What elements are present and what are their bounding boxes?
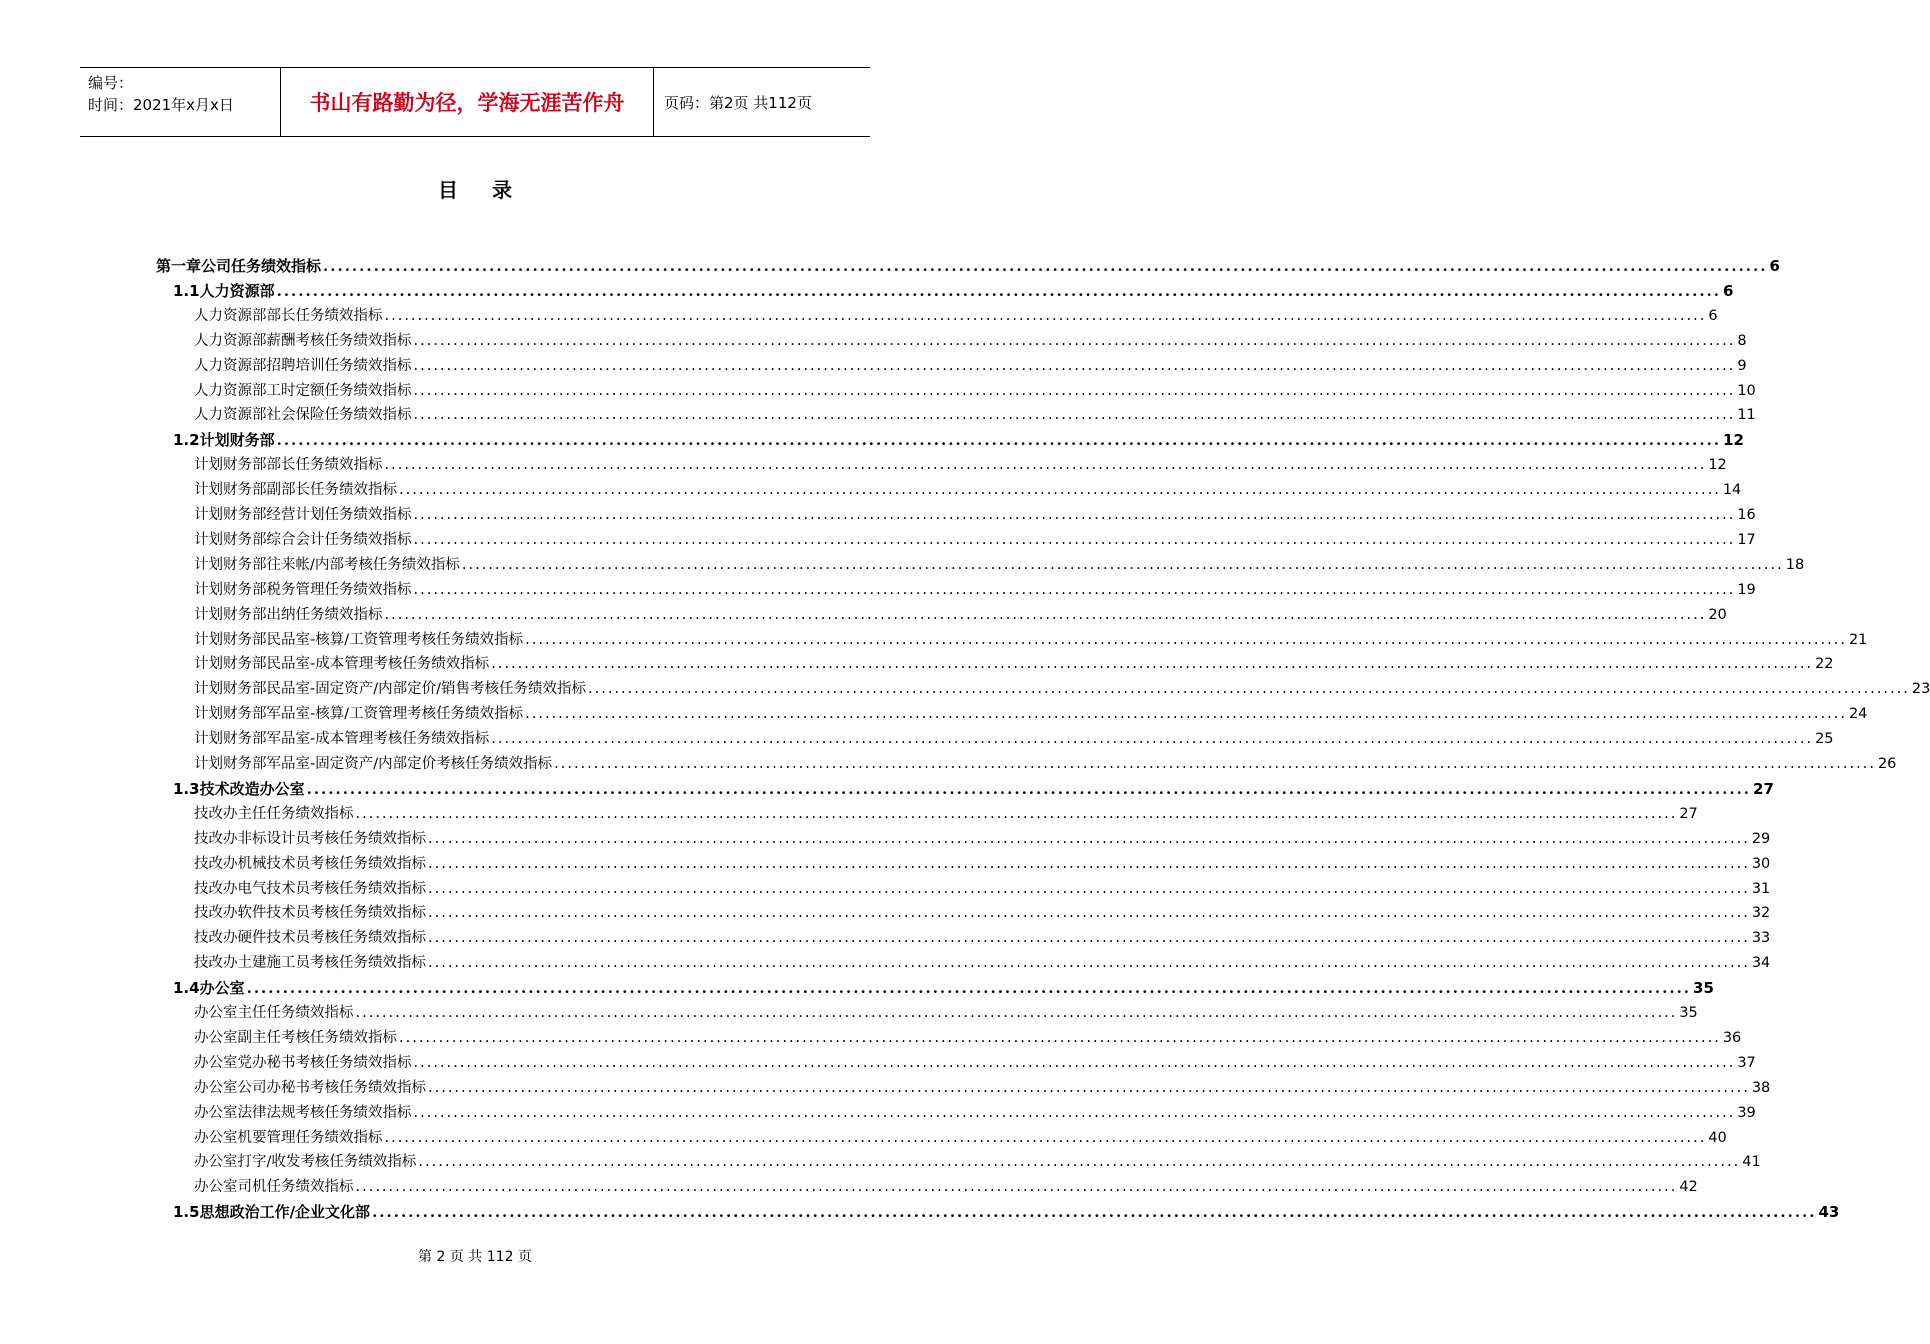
- toc-entry-page: 16: [1737, 507, 1756, 523]
- toc-entry-page: 27: [1753, 780, 1774, 798]
- toc-entry-label: 办公室副主任考核任务绩效指标: [194, 1030, 397, 1046]
- toc-entry-page: 36: [1722, 1030, 1742, 1046]
- toc-leader-dots: ........................................................................................................................................................................................................: [355, 1005, 1678, 1021]
- toc-leader-dots: ........................................................................................................................................................................................................: [399, 482, 1721, 498]
- toc-entry-label: 技改办硬件技术员考核任务绩效指标: [194, 930, 426, 946]
- toc-entry-page: 20: [1708, 607, 1727, 623]
- time-label: 时间：2021年x月x日: [88, 96, 234, 114]
- toc-leader-dots: ........................................................................................................................................................................................................: [413, 507, 1736, 523]
- toc-leader-dots: ........................................................................................................................................................................................................: [461, 557, 1784, 573]
- toc-entry-label: 技改办非标设计员考核任务绩效指标: [194, 831, 426, 847]
- toc-leader-dots: ........................................................................................................................................................................................................: [413, 1055, 1736, 1071]
- toc-entry-page: 21: [1848, 632, 1868, 648]
- toc-entry-label: 技改办机械技术员考核任务绩效指标: [194, 856, 426, 872]
- toc-entry-label: 计划财务部部长任务绩效指标: [194, 457, 383, 473]
- toc-entry-page: 41: [1742, 1154, 1761, 1170]
- toc-entry[interactable]: [194, 1150, 1761, 1174]
- toc-entry-label: 办公室机要管理任务绩效指标: [194, 1130, 383, 1146]
- toc-entry-page: 22: [1815, 656, 1834, 672]
- toc-entry-label: 计划财务部民品室-成本管理考核任务绩效指标: [194, 656, 490, 672]
- toc-entry-label: 计划财务部副部长任务绩效指标: [194, 482, 397, 498]
- toc-entry-page: 25: [1815, 731, 1834, 747]
- toc-entry-label: 计划财务部综合会计任务绩效指标: [194, 532, 412, 548]
- toc-entry-label: 计划财务部: [199, 431, 275, 449]
- toc-entry-page: 26: [1877, 756, 1897, 772]
- toc-entry-page: 6: [1723, 282, 1734, 300]
- toc-entry-label: 办公室党办秘书考核任务绩效指标: [194, 1055, 412, 1071]
- toc-entry-label: 办公室公司办秘书考核任务绩效指标: [194, 1080, 426, 1096]
- toc-entry[interactable]: [194, 354, 1747, 378]
- toc-entry-page: 37: [1737, 1055, 1756, 1071]
- toc-entry-number: 1.3: [173, 780, 200, 798]
- toc-entry[interactable]: [194, 702, 1868, 726]
- toc-entry[interactable]: [194, 901, 1771, 925]
- toc-leader-dots: ........................................................................................................................................................................................................: [413, 333, 1736, 349]
- toc-entry-number: 1.4: [173, 979, 200, 997]
- toc-entry[interactable]: [194, 926, 1771, 950]
- toc-leader-dots: ........................................................................................................................................................................................................: [384, 308, 1707, 324]
- toc-entry-page: 8: [1737, 333, 1747, 349]
- toc-entry-page: 10: [1737, 383, 1756, 399]
- toc-entry-page: 42: [1679, 1179, 1698, 1195]
- toc-entry-label: 办公室司机任务绩效指标: [194, 1179, 354, 1195]
- toc-entry-label: 计划财务部军品室-成本管理考核任务绩效指标: [194, 731, 490, 747]
- toc-entry-page: 30: [1751, 856, 1771, 872]
- toc-entry-label: 办公室主任任务绩效指标: [194, 1005, 354, 1021]
- toc-entry-page: 39: [1737, 1105, 1756, 1121]
- toc-entry[interactable]: [194, 1076, 1771, 1100]
- toc-entry-label: 技改办软件技术员考核任务绩效指标: [194, 905, 426, 921]
- toc-entry[interactable]: [194, 528, 1756, 552]
- toc-leader-dots: ........................................................................................................................................................................................................: [399, 1030, 1721, 1046]
- toc-leader-dots: ........................................................................................................................................................................................................: [428, 856, 1750, 872]
- toc-entry[interactable]: [194, 304, 1718, 328]
- toc-entry-page: 38: [1751, 1080, 1771, 1096]
- toc-entry-page: 6: [1708, 308, 1718, 324]
- toc-leader-dots: ........................................................................................................................................................................................................: [384, 1130, 1707, 1146]
- toc-leader-dots: ........................................................................................................................................................................................................: [413, 358, 1736, 374]
- toc-entry-label: 人力资源部部长任务绩效指标: [194, 308, 383, 324]
- toc-entry-label: 计划财务部民品室-核算/工资管理考核任务绩效指标: [194, 632, 524, 648]
- toc-leader-dots: ........................................................................................................................................................................................................: [306, 780, 1752, 798]
- toc-entry-label: 计划财务部经营计划任务绩效指标: [194, 507, 412, 523]
- number-label: 编号：: [88, 74, 134, 92]
- toc-entry[interactable]: [173, 777, 1774, 801]
- toc-leader-dots: ........................................................................................................................................................................................................: [588, 681, 1910, 697]
- toc-leader-dots: ........................................................................................................................................................................................................: [384, 607, 1707, 623]
- toc-entry[interactable]: [194, 852, 1771, 876]
- toc-entry[interactable]: [194, 1126, 1727, 1150]
- toc-entry[interactable]: [194, 1175, 1698, 1199]
- toc-entry-label: 人力资源部招聘培训任务绩效指标: [194, 358, 412, 374]
- toc-entry-number: 第一章: [156, 257, 202, 275]
- toc-leader-dots: ........................................................................................................................................................................................................: [246, 979, 1692, 997]
- toc-entry-label: 技改办电气技术员考核任务绩效指标: [194, 881, 426, 897]
- toc-entry-label: 办公室: [199, 979, 245, 997]
- toc-entry[interactable]: [194, 578, 1756, 602]
- toc-entry-page: 17: [1737, 532, 1756, 548]
- toc-entry-page: 11: [1737, 407, 1756, 423]
- toc-entry-label: 技改办土建施工员考核任务绩效指标: [194, 955, 426, 971]
- toc-leader-dots: ........................................................................................................................................................................................................: [355, 806, 1678, 822]
- toc-entry-page: 32: [1751, 905, 1771, 921]
- toc-entry[interactable]: [194, 453, 1727, 477]
- toc-leader-dots: ........................................................................................................................................................................................................: [491, 731, 1814, 747]
- toc-entry[interactable]: [173, 1200, 1840, 1224]
- toc-entry-page: 14: [1722, 482, 1742, 498]
- toc-entry[interactable]: [173, 428, 1744, 452]
- toc-entry-label: 计划财务部出纳任务绩效指标: [194, 607, 383, 623]
- toc-leader-dots: ........................................................................................................................................................................................................: [428, 881, 1750, 897]
- toc-entry[interactable]: [194, 951, 1771, 975]
- toc-leader-dots: ........................................................................................................................................................................................................: [413, 1105, 1736, 1121]
- toc-entry-label: 计划财务部民品室-固定资产/内部定价/销售考核任务绩效指标: [194, 681, 587, 697]
- toc-entry-label: 办公室法律法规考核任务绩效指标: [194, 1105, 412, 1121]
- toc-entry-label: 人力资源部社会保险任务绩效指标: [194, 407, 412, 423]
- toc-entry-page: 40: [1708, 1130, 1727, 1146]
- toc-entry[interactable]: [194, 628, 1868, 652]
- toc-entry-label: 计划财务部税务管理任务绩效指标: [194, 582, 412, 598]
- page-header: [80, 67, 870, 137]
- toc-leader-dots: ........................................................................................................................................................................................................: [428, 1080, 1750, 1096]
- toc-entry-label: 人力资源部工时定额任务绩效指标: [194, 383, 412, 399]
- toc-leader-dots: ........................................................................................................................................................................................................: [525, 706, 1847, 722]
- toc-entry-label: 技改办主任任务绩效指标: [194, 806, 354, 822]
- toc-entry[interactable]: [194, 752, 1897, 776]
- toc-entry-label: 计划财务部军品室-核算/工资管理考核任务绩效指标: [194, 706, 524, 722]
- toc-entry-page: 31: [1751, 881, 1771, 897]
- toc-entry[interactable]: [173, 976, 1714, 1000]
- toc-entry[interactable]: [194, 603, 1727, 627]
- toc-entry-page: 24: [1848, 706, 1868, 722]
- header-meta: [80, 68, 281, 136]
- toc-entry-label: 思想政治工作/企业文化部: [199, 1203, 371, 1221]
- toc-entry-number: 1.5: [173, 1203, 200, 1221]
- toc-entry-label: 办公室打字/收发考核任务绩效指标: [194, 1154, 417, 1170]
- toc-leader-dots: ........................................................................................................................................................................................................: [276, 282, 1722, 300]
- toc-leader-dots: ........................................................................................................................................................................................................: [418, 1154, 1741, 1170]
- toc-leader-dots: ........................................................................................................................................................................................................: [384, 457, 1707, 473]
- toc-entry-page: 35: [1679, 1005, 1698, 1021]
- toc-entry-page: 12: [1708, 457, 1727, 473]
- toc-leader-dots: ........................................................................................................................................................................................................: [428, 905, 1750, 921]
- toc-leader-dots: ........................................................................................................................................................................................................: [372, 1203, 1817, 1221]
- toc-entry-label: 人力资源部: [199, 282, 275, 300]
- toc-entry-page: 12: [1723, 431, 1744, 449]
- toc-entry-page: 19: [1737, 582, 1756, 598]
- toc-entry[interactable]: [194, 1101, 1756, 1125]
- toc-leader-dots: ........................................................................................................................................................................................................: [413, 383, 1736, 399]
- toc-leader-dots: ........................................................................................................................................................................................................: [276, 431, 1722, 449]
- header-page-info: 页码：第2页 共112页: [664, 93, 812, 112]
- toc-entry-page: 27: [1679, 806, 1698, 822]
- toc-entry[interactable]: [194, 677, 1930, 701]
- toc-leader-dots: ........................................................................................................................................................................................................: [413, 582, 1736, 598]
- toc-entry[interactable]: [194, 1001, 1698, 1025]
- toc-entry[interactable]: [194, 553, 1805, 577]
- toc-entry[interactable]: [194, 329, 1747, 353]
- toc-entry[interactable]: [194, 1026, 1742, 1050]
- toc-entry-page: 43: [1818, 1203, 1840, 1221]
- toc-leader-dots: ........................................................................................................................................................................................................: [554, 756, 1876, 772]
- toc-leader-dots: ........................................................................................................................................................................................................: [413, 407, 1736, 423]
- toc-entry[interactable]: [194, 478, 1742, 502]
- toc-entry[interactable]: [194, 727, 1834, 751]
- header-motto: 书山有路勤为径，学海无涯苦作舟: [281, 68, 654, 136]
- page-title: 目录: [438, 178, 546, 202]
- toc-entry-page: 35: [1693, 979, 1714, 997]
- toc-leader-dots: ........................................................................................................................................................................................................: [355, 1179, 1678, 1195]
- toc-entry[interactable]: [156, 254, 1780, 278]
- toc-leader-dots: ........................................................................................................................................................................................................: [491, 656, 1814, 672]
- toc-entry-page: 9: [1737, 358, 1747, 374]
- toc-entry-page: 23: [1911, 681, 1930, 697]
- toc-entry-label: 技术改造办公室: [199, 780, 305, 798]
- toc-leader-dots: ........................................................................................................................................................................................................: [323, 257, 1768, 275]
- toc-entry-page: 6: [1769, 257, 1780, 275]
- toc-entry-page: 34: [1751, 955, 1771, 971]
- toc-entry-number: 1.2: [173, 431, 200, 449]
- toc-entry[interactable]: [194, 827, 1771, 851]
- toc-entry-page: 33: [1751, 930, 1771, 946]
- toc-entry-label: 计划财务部往来帐/内部考核任务绩效指标: [194, 557, 460, 573]
- toc-leader-dots: ........................................................................................................................................................................................................: [525, 632, 1847, 648]
- toc-entry-page: 29: [1751, 831, 1771, 847]
- toc-entry-label: 计划财务部军品室-固定资产/内部定价考核任务绩效指标: [194, 756, 553, 772]
- toc-entry[interactable]: [194, 802, 1698, 826]
- toc-leader-dots: ........................................................................................................................................................................................................: [428, 955, 1750, 971]
- toc-entry[interactable]: [173, 279, 1734, 303]
- toc-entry-number: 1.1: [173, 282, 200, 300]
- toc-entry[interactable]: [194, 403, 1756, 427]
- toc-entry-label: 公司任务绩效指标: [201, 257, 322, 275]
- toc-entry[interactable]: [194, 503, 1756, 527]
- toc-entry[interactable]: [194, 877, 1771, 901]
- toc-entry[interactable]: [194, 652, 1834, 676]
- toc-leader-dots: ........................................................................................................................................................................................................: [428, 831, 1750, 847]
- toc-entry[interactable]: [194, 1051, 1756, 1075]
- toc-entry-page: 18: [1785, 557, 1805, 573]
- toc-leader-dots: ........................................................................................................................................................................................................: [428, 930, 1750, 946]
- toc-entry[interactable]: [194, 379, 1756, 403]
- toc-entry-label: 人力资源部薪酬考核任务绩效指标: [194, 333, 412, 349]
- toc-leader-dots: ........................................................................................................................................................................................................: [413, 532, 1736, 548]
- page-footer: 第 2 页 共 112 页: [418, 1249, 532, 1265]
